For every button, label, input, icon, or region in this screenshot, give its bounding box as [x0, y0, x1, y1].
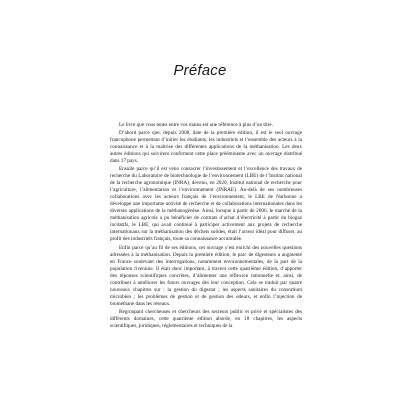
- paragraph: Ensuite parce qu’il est venu consacrer l’investissement et l’excellence des travaux de recherche du Laboratoire de biotechnologie de l’environnement (LBE) de l’Institut national de la recherche agronomique (INRA), devenu, en 2020, Institut national de recherche pour l’agriculture, l’alimentation et l’environnement (INRAE). Au-delà de ses nombreuses collaborations avec les acteurs français de l’environnement, le LBE de Narbonne a développé une importante activité de recherche et de collaborations internationales dans les diverses applications de la méthanogénèse. Ainsi, lorsque à partir de 2006, le marché de la méthanisation agricole a pu bénéficier de contrats d’achat d’électricité à partir du biogaz incitatifs, le LBE, qui avait continué à participer activement aux projets de recherche internationaux sur la méthanisation des déchets solides, était l’acteur idéal pour diffuser, au profit des industriels français, toute sa connaissance accumulée.: [110, 166, 302, 243]
- paragraph: Enfin parce qu’au fil de ses éditions, cet ouvrage s’est enrichi des nouvelles questions adressées à la méthanisation. Depuis la première édition, le parc de digesteurs a augmenté en France soulevant des interrogations, notamment environnementales, de la part de la population riveraine. Il était donc important, à travers cette quatrième édition, d’apporter des réponses scientifiques concrètes, d’alimenter une réflexion rationnelle et, ainsi, de contribuer à améliorer les futurs ouvrages dès leur conception. Cela se traduit par quatre nouveaux chapitres sur : la gestion du digestat ; les aspects sanitaires du consortium microbien ; les problèmes de gestion et de gestion des odeurs, et enfin l’injection de biométhane dans les réseaux.: [110, 244, 302, 307]
- paragraph: Regroupant chercheuses et chercheurs des secteurs public et privé et spécialistes des différents domaines, cette quatrième édition aborde, en 18 chapitres, les aspects scientifiques, juridiques, réglementaires et techniques de la: [110, 308, 302, 329]
- page-title: Préface: [173, 62, 227, 79]
- preface-body: [110, 122, 302, 330]
- paragraph: Le livre que vous tenez entre vos mains est une référence à plus d’un titre.: [119, 122, 273, 128]
- paragraph: D’abord parce que, depuis 2008, date de la première édition, il est le seul ouvrage francophone permettant d’initier les étudiants, les industriels et l’ensemble des acteurs à la connaissance et à la maîtrise des différentes applications de la méthanisation. Les deux autres éditions qui suivirent confirment cette place prééminente avec un ouvrage distribué dans 17 pays.: [110, 130, 302, 165]
